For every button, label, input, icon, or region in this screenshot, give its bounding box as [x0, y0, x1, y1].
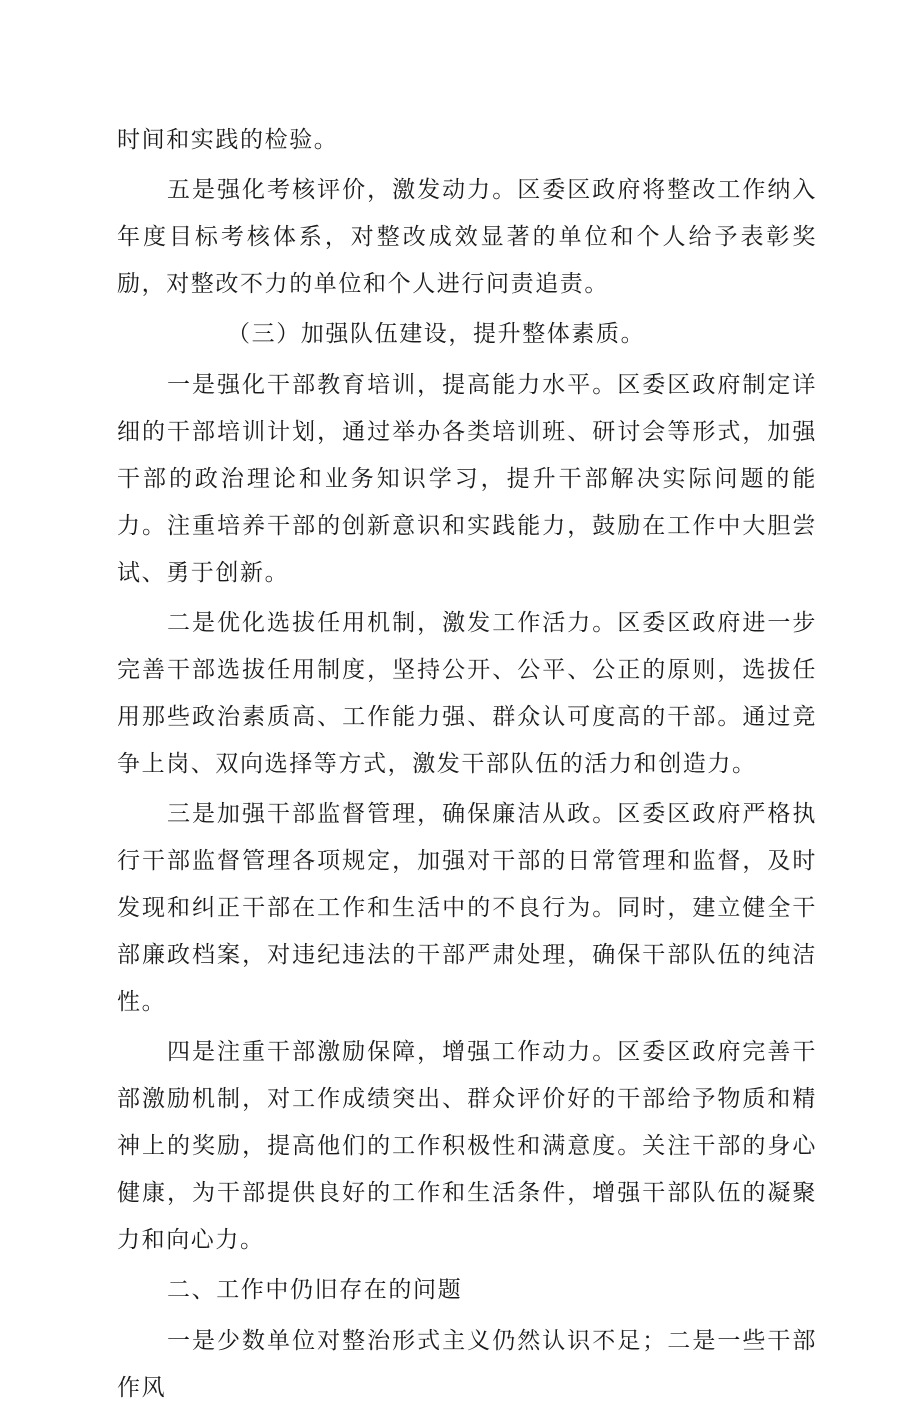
paragraph-assessment: 五是强化考核评价，激发动力。区委区政府将整改工作纳入年度目标考核体系，对整改成效显著的单位和个人给予表彰奖励，对整改不力的单位和个人进行问责追责。 — [117, 177, 817, 298]
paragraph-training: 一是强化干部教育培训，提高能力水平。区委区政府制定详细的干部培训计划，通过举办各类培训班、研讨会等形式，加强干部的政治理论和业务知识学习，提升干部解决实际问题的能力。注重培养干部的创新意识和实践能力，鼓励在工作中大胆尝试、勇于创新。 — [117, 371, 817, 586]
section-heading-problems: 二、工作中仍旧存在的问题 — [167, 1277, 463, 1304]
paragraph-selection: 二是优化选拔任用机制，激发工作活力。区委区政府进一步完善干部选拔任用制度，坚持公开、公平、公正的原则，选拔任用那些政治素质高、工作能力强、群众认可度高的干部。通过竞争上岗、双向选择等方式，激发干部队伍的活力和创造力。 — [117, 609, 817, 777]
section-heading-team-building — [117, 311, 817, 358]
section-heading-text: （三）加强队伍建设，提升整体素质。 — [227, 321, 646, 348]
paragraph-problems: 一是少数单位对整治形式主义仍然认识不足；二是一些干部作风 — [117, 1327, 817, 1401]
paragraph-incentives: 四是注重干部激励保障，增强工作动力。区委区政府完善干部激励机制，对工作成绩突出、群众评价好的干部给予物质和精神上的奖励，提高他们的工作积极性和满意度。关注干部的身心健康，为干部提供良好的工作和生活条件，增强干部队伍的凝聚力和向心力。 — [117, 1039, 817, 1254]
paragraph-continuation: 时间和实践的检验。 — [117, 127, 339, 153]
paragraph-supervision: 三是加强干部监督管理，确保廉洁从政。区委区政府严格执行干部监督管理各项规定，加强对干部的日常管理和监督，及时发现和纠正干部在工作和生活中的不良行为。同时，建立健全干部廉政档案，对违纪违法的干部严肃处理，确保干部队伍的纯洁性。 — [117, 800, 817, 1015]
document-body — [117, 117, 817, 1415]
